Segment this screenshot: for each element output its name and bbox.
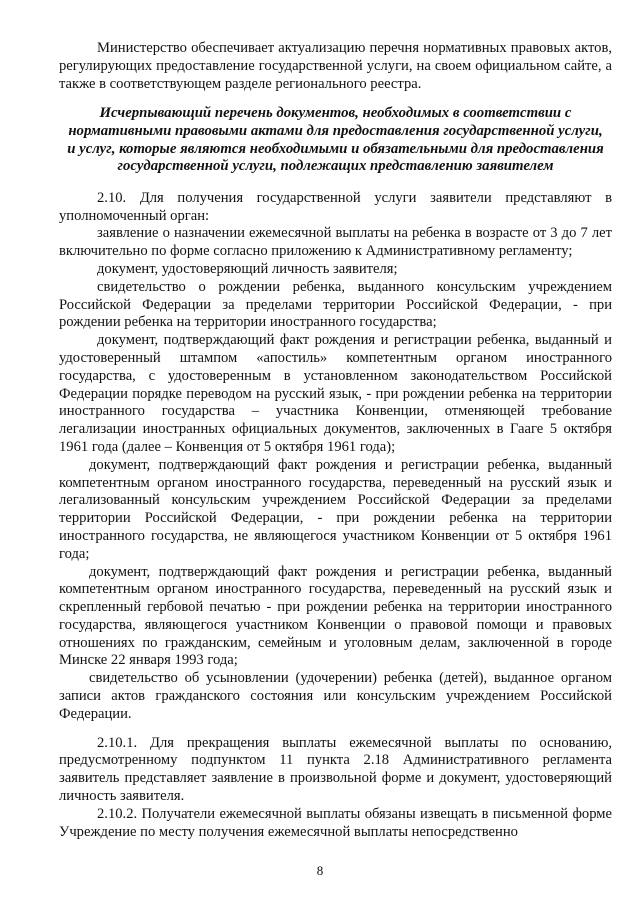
paragraph-apostille-document: документ, подтверждающий факт рождения и регистрации ребенка, выданный и удостоверенный штампом «апостиль» компетентным органом иностранного государства, с удостоверенным в установленном законодательством Российской Федерации порядке переводом на русский язык, - при рождении ребенка на территории иностранного государства – участника Конвенции, отменяющей требование легализации иностранных официальных документов, заключенных в Гааге 5 октября 1961 года (далее – Конвенция от 5 октября 1961 года); [59, 332, 612, 455]
section-heading: Исчерпывающий перечень документов, необходимых в соответствии с нормативными правовыми актами для предоставления государственной услуги, и услуг, которые являются необходимыми и обязательными для предоставления государственной услуги, подлежащих представлению заявителем [67, 105, 604, 175]
paragraph-adoption-certificate: свидетельство об усыновлении (удочерении) ребенка (детей), выданное органом записи актов гражданского состояния или консульским учреждением Российской Федерации. [59, 670, 612, 722]
paragraph-2-10-1: 2.10.1. Для прекращения выплаты ежемесячной выплаты по основанию, предусмотренному подпунктом 11 пункта 2.18 Административного регламента заявитель представляет заявление в произвольной форме и документ, удостоверяющий личность заявителя. [59, 734, 612, 805]
paragraph-identity-document: документ, удостоверяющий личность заявителя; [97, 260, 398, 277]
paragraph-2-10-2: 2.10.2. Получатели ежемесячной выплаты обязаны извещать в письменной форме Учреждение по месту получения ежемесячной выплаты непосредственно [59, 805, 612, 840]
paragraph-application: заявление о назначении ежемесячной выплаты на ребенка в возрасте от 3 до 7 лет включительно по форме согласно приложению к Административному регламенту; [59, 225, 612, 260]
spacer [59, 724, 612, 735]
paragraph-legalized-document: документ, подтверждающий факт рождения и регистрации ребенка, выданный компетентным органом иностранного государства, переведенный на русский язык и легализованный консульским учреждением Российской Федерации за пределами территории Российской Федерации, - при рождении ребенка на территории иностранного государства, не являющегося участником Конвенции от 5 октября 1961 года; [59, 456, 612, 562]
paragraph-2-10: 2.10. Для получения государственной услуги заявители представляют в уполномоченный орган: [59, 189, 612, 224]
paragraph-minsk-convention-document: документ, подтверждающий факт рождения и регистрации ребенка, выданный компетентным органом иностранного государства, переведенный на русский язык и скрепленный гербовой печатью - при рождении ребенка на территории иностранного государства, являющегося участником Конвенции о правовой помощи и правовых отношениях по гражданским, семейным и уголовным делам, заключенной в городе Минске 22 января 1993 года; [59, 563, 612, 669]
spacer [59, 93, 612, 99]
page-number: 8 [316, 863, 324, 878]
intro-paragraph: Министерство обеспечивает актуализацию перечня нормативных правовых актов, регулирующих предоставление государственной услуги, на своем официальном сайте, а также в соответствующем разделе регионального реестра. [59, 40, 612, 92]
paragraph-birth-certificate: свидетельство о рождении ребенка, выданного консульским учреждением Российской Федерации за пределами территории Российской Федерации, - при рождении ребенка на территории иностранного государства; [59, 278, 612, 331]
